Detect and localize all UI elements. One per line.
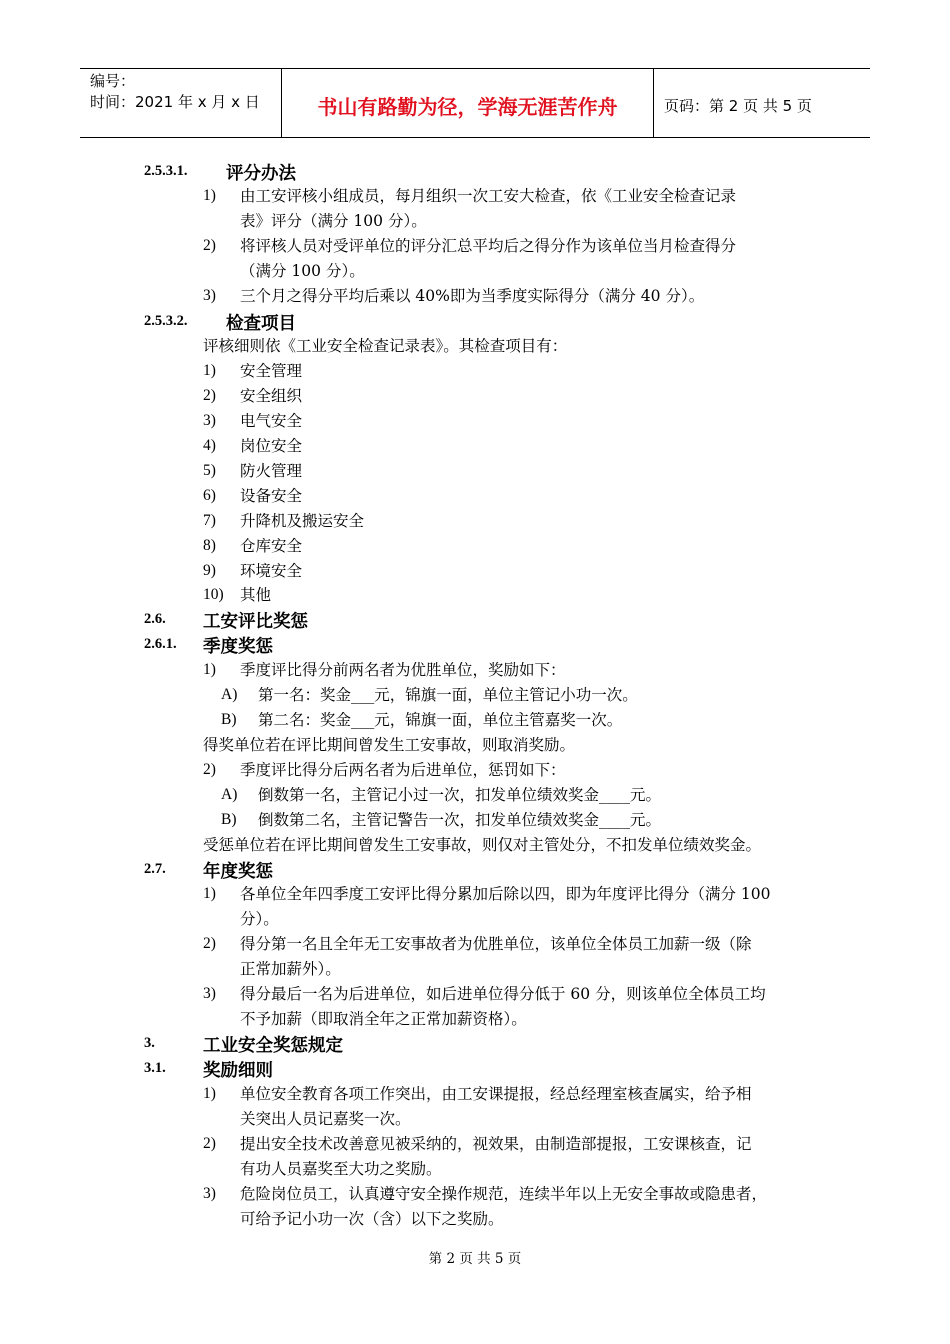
- section-title: 检查项目: [226, 314, 296, 334]
- list-item-text: 各单位全年四季度工安评比得分累加后除以四，即为年度评比得分（满分 100: [240, 885, 771, 903]
- list-item-text: 将评核人员对受评单位的评分汇总平均后之得分作为该单位当月检查得分: [240, 237, 737, 255]
- list-item-text: 分）。: [240, 910, 279, 928]
- list-item-text: 安全管理: [240, 362, 303, 380]
- section-number: 2.6.: [144, 611, 166, 627]
- list-item-text: 仓库安全: [240, 537, 303, 555]
- list-item-text: 升降机及搬运安全: [240, 512, 365, 530]
- header-code-label: 编号：: [90, 72, 136, 90]
- list-item-text: 不予加薪（即取消全年之正常加薪资格）。: [240, 1010, 527, 1028]
- list-item-text: 危险岗位员工，认真遵守安全操作规范，连续半年以上无安全事故或隐患者，: [240, 1185, 768, 1203]
- list-item-text: 可给予记小功一次（含）以下之奖励。: [240, 1210, 504, 1228]
- list-item-text: 第一名：奖金___元，锦旗一面，单位主管记小功一次。: [258, 686, 638, 704]
- list-item-text: 环境安全: [240, 562, 303, 580]
- list-marker: A): [221, 686, 238, 703]
- list-item-text: 正常加薪外）。: [240, 960, 341, 978]
- list-marker: 3): [203, 1185, 216, 1202]
- section-number: 3.1.: [144, 1060, 166, 1076]
- list-marker: 2): [203, 387, 216, 404]
- list-marker: 2): [203, 237, 216, 254]
- list-marker: 3): [203, 287, 216, 304]
- section-number: 2.5.3.2.: [144, 313, 188, 329]
- section-title: 评分办法: [226, 164, 296, 184]
- list-item-text: 倒数第一名，主管记小过一次，扣发单位绩效奖金____元。: [258, 786, 662, 804]
- list-marker: 1): [203, 187, 216, 204]
- list-marker: 8): [203, 537, 216, 554]
- list-marker: 1): [203, 1085, 216, 1102]
- header-meta: [80, 69, 282, 137]
- list-item-text: 单位安全教育各项工作突出，由工安课提报，经总经理室核查属实，给予相: [240, 1085, 752, 1103]
- list-marker: 5): [203, 462, 216, 479]
- list-marker: 1): [203, 885, 216, 902]
- list-item-text: 其他: [240, 586, 272, 604]
- list-marker: B): [221, 711, 237, 728]
- section-title: 年度奖惩: [203, 862, 273, 882]
- list-item-text: 季度评比得分后两名者为后进单位，惩罚如下：: [240, 761, 566, 779]
- page-footer: 第 2 页 共 5 页: [428, 1251, 522, 1267]
- list-item-text: 第二名：奖金___元，锦旗一面，单位主管嘉奖一次。: [258, 711, 623, 729]
- section-title: 奖励细则: [203, 1061, 273, 1081]
- section-number: 2.6.1.: [144, 636, 177, 652]
- section-title: 季度奖惩: [203, 637, 273, 657]
- list-item-text: 表》评分（满分 100 分）。: [240, 212, 427, 230]
- list-item-text: 三个月之得分平均后乘以 40%即为当季度实际得分（满分 40 分）。: [240, 287, 705, 305]
- list-item-text: 倒数第二名，主管记警告一次，扣发单位绩效奖金____元。: [258, 811, 662, 829]
- list-marker: 2): [203, 935, 216, 952]
- list-item-text: 防火管理: [240, 462, 303, 480]
- paragraph: 受惩单位若在评比期间曾发生工安事故，则仅对主管处分，不扣发单位绩效奖金。: [203, 836, 762, 854]
- list-item-text: 得分第一名且全年无工安事故者为优胜单位，该单位全体员工加薪一级（除: [240, 935, 752, 953]
- list-item-text: 得分最后一名为后进单位，如后进单位得分低于 60 分，则该单位全体员工均: [240, 985, 766, 1003]
- section-title: 工业安全奖惩规定: [203, 1036, 343, 1056]
- list-marker: A): [221, 786, 238, 803]
- section-title: 工安评比奖惩: [203, 612, 308, 632]
- list-marker: 2): [203, 761, 216, 778]
- list-item-text: 季度评比得分前两名者为优胜单位，奖励如下：: [240, 661, 566, 679]
- section-number: 3.: [144, 1035, 155, 1051]
- list-item-text: 电气安全: [240, 412, 303, 430]
- list-marker: 9): [203, 562, 216, 579]
- page-header: [80, 68, 870, 138]
- header-page-label: 页码：第 2 页 共 5 页: [664, 96, 812, 115]
- list-marker: 3): [203, 412, 216, 429]
- list-item-text: 岗位安全: [240, 437, 303, 455]
- list-item-text: 有功人员嘉奖至大功之奖励。: [240, 1160, 442, 1178]
- list-marker: B): [221, 811, 237, 828]
- header-time-label: 时间：2021 年 x 月 x 日: [90, 93, 260, 111]
- header-motto: 书山有路勤为径，学海无涯苦作舟: [282, 69, 654, 137]
- section-number: 2.7.: [144, 861, 166, 877]
- section-intro: 评核细则依《工业安全检查记录表》。其检查项目有：: [203, 337, 568, 355]
- list-marker: 2): [203, 1135, 216, 1152]
- list-item-text: 提出安全技术改善意见被采纳的，视效果，由制造部提报，工安课核查，记: [240, 1135, 752, 1153]
- list-marker: 7): [203, 512, 216, 529]
- list-item-text: 关突出人员记嘉奖一次。: [240, 1110, 411, 1128]
- list-item-text: 由工安评核小组成员，每月组织一次工安大检查，依《工业安全检查记录: [240, 187, 737, 205]
- section-number: 2.5.3.1.: [144, 163, 188, 179]
- list-marker: 6): [203, 487, 216, 504]
- list-marker: 1): [203, 661, 216, 678]
- list-item-text: 安全组织: [240, 387, 303, 405]
- list-item-text: （满分 100 分）。: [240, 262, 365, 280]
- list-marker: 4): [203, 437, 216, 454]
- list-marker: 3): [203, 985, 216, 1002]
- list-marker: 10): [203, 586, 224, 603]
- list-marker: 1): [203, 362, 216, 379]
- list-item-text: 设备安全: [240, 487, 303, 505]
- paragraph: 得奖单位若在评比期间曾发生工安事故，则取消奖励。: [203, 736, 576, 754]
